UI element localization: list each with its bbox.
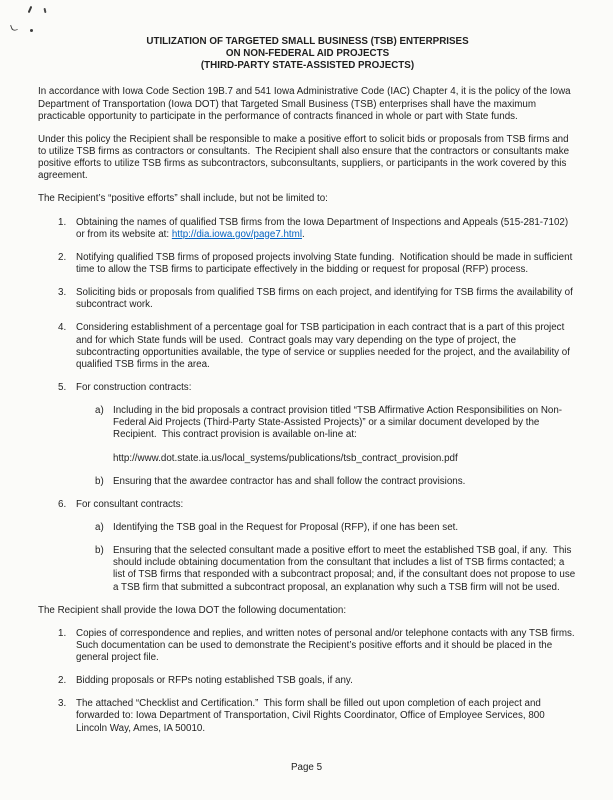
item-text: For consultant contracts: [76,498,184,510]
sub-list-item [38,405,577,441]
sub-list-item [38,545,577,594]
pen-mark [28,6,33,13]
responsibility-paragraph: Under this policy the Recipient shall be responsible to make a positive effort to solicit bids or proposals from TSB firms and to utilize TSB firms as contractors or consultants. The Recipient shall also ensure that the contractors or consultants make positive efforts to utilize TSB firms as subcontractors, subconsultants, suppliers, or participants in the work covered by this agreement. [38,133,572,182]
list-item [38,322,577,371]
item-text: Bidding proposals or RFPs noting established TSB goals, if any. [76,675,353,687]
list-item [38,382,577,394]
sub-item-label: b) [95,545,104,557]
documentation-list [38,627,581,735]
pen-mark [30,29,33,32]
item-text: Considering establishment of a percentage goal for TSB participation in each contract that is a part of this project and for which State funds will be used. Contract goals may vary depending on the type of project, the subcontracting opportunities available, the type of service or supplies needed for the project, and the availability of qualified TSB firms in the area. [76,322,573,370]
policy-paragraph: In accordance with Iowa Code Section 19B.7 and 541 Iowa Administrative Code (IAC) Chapter 4, it is the policy of the Iowa Department of Transportation (Iowa DOT) that Targeted Small Business (TSB) enterprises shall have the maximum practicable opportunity to participate in the performance of contracts financed in whole or part with State funds. [38,86,574,122]
positive-efforts-intro: The Recipient’s “positive efforts” shall include, but not be limited to: [38,193,328,205]
dia-website-link[interactable]: http://dia.iowa.gov/page7.html [171,228,302,240]
item-text-before-link: Obtaining the names of qualified TSB firms from the Iowa Department of Inspections and Appeals (515-281-7102) or from its website at: [76,216,571,240]
item-number: 1. [58,627,67,639]
sub-item-text: Ensuring that the awardee contractor has and shall follow the contract provisions. [113,475,466,487]
sub-item-label: a) [95,405,104,417]
title-line-1: UTILIZATION OF TARGETED SMALL BUSINESS (TSB) ENTERPRISES [146,36,469,47]
tsb-provision-url: http://www.dot.state.ia.us/local_systems/publications/tsb_contract_provision.pdf [113,452,458,464]
item-text: Soliciting bids or proposals from qualified TSB firms on each project, and identifying for TSB firms the availability of subcontract work. [76,287,576,311]
title-line-2: ON NON-FEDERAL AID PROJECTS [225,48,390,60]
list-item [38,698,577,734]
sub-item-label: b) [95,475,104,487]
item-text-after-link: . [302,228,305,240]
list-item [38,675,577,687]
list-item [38,252,577,276]
page-number: Page 5 [290,761,323,773]
item-number: 6. [58,498,67,510]
sub-list-item [38,522,577,534]
title-line-3: (THIRD-PARTY STATE-ASSISTED PROJECTS) [200,60,415,72]
sub-item-label: a) [95,521,104,533]
item-number: 4. [58,322,67,334]
positive-efforts-list [38,217,577,594]
sub-item-text: Including in the bid proposals a contract provision titled “TSB Affirmative Action Responsibilities on Non-Federal Aid Projects (Third-Party State-Assisted Projects)” or a similar document developed by the Recipient. This contract provision is available on-line at: [113,405,563,441]
item-text: Copies of correspondence and replies, and written notes of personal and/or telephone contacts with any TSB firms. Such documentation can be used to demonstrate the Recipient’s positive efforts and it should be placed in the general project file. [76,627,581,664]
list-item [38,287,577,311]
item-text: The attached “Checklist and Certification.” This form shall be filled out upon completion of each project and forwarded to: Iowa Department of Transportation, Civil Rights Coordinator, Office of Employee Services, 800 Lincoln Way, Ames, IA 50010. [76,698,548,734]
item-text: For construction contracts: [76,381,192,393]
item-number: 2. [58,675,67,687]
item-text [76,217,577,241]
pen-mark [10,23,18,32]
sub-list-item [38,476,577,488]
item-number: 3. [58,287,67,299]
item-number: 1. [58,216,67,228]
list-item [38,217,577,241]
documentation-intro: The Recipient shall provide the Iowa DOT the following documentation: [38,604,347,616]
pen-mark [44,8,47,13]
sub-item-text: Ensuring that the selected consultant made a positive effort to meet the established TSB goal, if any. This should include obtaining documentation from the consultant that includes a list of TSB firms contacted; a list of TSB firms that responded with a subcontract proposal; and, if the consultant does not propose to use a TSB firm that submitted a subcontract proposal, an explanation why such a TSB firm will not be used. [113,545,578,593]
item-number: 5. [58,381,67,393]
item-number: 2. [58,251,67,263]
list-item [38,499,577,511]
item-text: Notifying qualified TSB firms of proposed projects involving State funding. Notification should be made in sufficient time to allow the TSB firms to participate effectively in the bidding or request for proposal (RFP) process. [76,251,576,275]
list-item [38,627,581,664]
sub-item-text: Identifying the TSB goal in the Request for Proposal (RFP), if one has been set. [113,521,459,533]
item-number: 3. [58,698,67,710]
document-title [38,36,577,72]
